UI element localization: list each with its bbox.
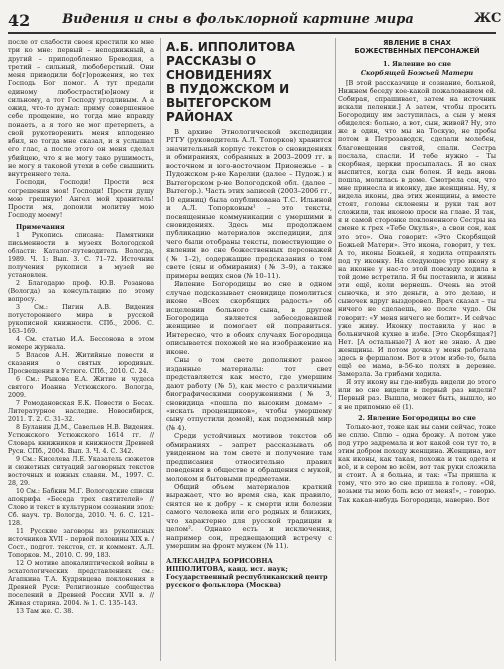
footnote: 1 Рукопись списана: Памятники письменности в музеях Вологодской области: Каталог-путеводитель Вологда, 1989. Ч. 1: Вып. 3. С. 71–72. Источник получения рукописи в музей не установлен. xyxy=(8,231,154,279)
body-paragraph: Среди устойчивых мотивов текстов об обмираниях – запрет рассказывать об увиденном на том свете и получение там предписания относительно правил поведения в обществе и обращения с мукой, молоком и бытовыми предметами. xyxy=(166,432,332,483)
footnote: 10 См.: Бабкин М.Г. Вологодские списки апокрифа «Беседа трех святителей» // Слово и текст в культурном сознании эпох: Сб. науч. тр. Вологда, 2010. Ч. 6. С. 121–128. xyxy=(8,487,154,527)
running-title: Видения и сны в фольклорной картине мира xyxy=(62,12,414,27)
footnote: 13 Там же. С. 38. xyxy=(16,607,74,615)
footnote: 3 См.: Пигин А.В. Видения потустороннего мира в русской рукописной книжности. СПб., 2006. С. 163–169. xyxy=(8,303,154,335)
body-paragraph: [В этой рассказчице и сознание, больной, Нижнем беседу кое-какой пожалованием ей. Собирая, спрашивает, затем на источник искали пеленки.] А затем, чтобы просить Богородицу им заступилась, а сын у меня обиделся: больно, а вот, сын, живой? Ну, это же в один, что мы на Тоскую, не пробы потом в Петрозаводск, сделали молебен, благовещения святой, спали. Сестра послала, спасли. И тебе нужно – Ты скорбная, церкви просыпалась. Я во снах выспится, когда сын болен. Я ведь вновь пошла, молилась в доме. Смотрела сон, что мне принесла и иконку, две женщины. Ну, я видела иконы, два этих женщины, а вместе стоят, головы склонены и руки так вот сложили, так иконою проси на главе. Я так, я и самой сторонке поклоненного Сестры на смене к грех «Тебе Окулья», а свои сон, как это это». Она говорит: «Это Скорбящей Божьей Матери». Это икона, говорит, у тех. А то, иконы Божьей, я ходила отправлять под ту иконку. На следующее утро икону я на иконне у нас-то этой повсюду ходила в той доме встретила. Я бы поставила, и живы эти ещё, коли вернешь. Очень на этой сыночка, и это деньги, а это делаю, и сыночек вдруг выздоровел. Врач сказал – ты ничего не сделаешь, но после чудо. Он говорит: «У меня ничего не болит». И сейчас уже живу. Иконку поставила у нас в больничной кухне в избе. [Это Скорбящая?] Нет. [А остальные?] А вот не знаю. А две женщины. И потом дочка у меня работала здесь в фершалом. Вот в этом избе-то, была ещё ее мама, в-56-ко полях в деревне. Замерзла. За грибами ходила. xyxy=(338,78,496,379)
body-paragraph: Общий объем материалов краткий выражает, что во время сна, как правило, снятся не к добру – к смерти или болезни самого человека или его родных и близких, что характерно для русской традиции в целом². Однако есть и исключения, например сон, предвещающий встречу с умершим на фронт мужем (№ 11). xyxy=(166,483,332,551)
footnote: 2 Благодарю проф. Ю.В. Розанова (Вологда) за консультацию по этому вопросу. xyxy=(8,279,154,303)
footnote: 8 Буланин Д.М., Савельев Н.В. Видения. Устюжского Устюжского 1614 гг. // Словарь книжников и книжности Древней Руси. СПб., 2004. Вып. 3. Ч. 4. С. 342. xyxy=(8,423,154,455)
footnote: 5 Власов А.Н. Житийные повести и сказания о святых юродивых. Просвещения в Устюге. СПб., 2010. С. 24. xyxy=(8,351,154,375)
body-paragraph: В архиве Этнологической экспедиции РГГУ (руководитель А.Л. Топорков) хранится значительный корпус текстов о сновидениях и обмираниях, собранных в 2003–2009 гг. в восточном и юго-восточном Прионежье – в Пудожском р-не Карелии (далее – Пудож.) и Вытегорском р-не Вологодской обл. (далее – Вытегор.). Часть этих записей (2003–2006 гг., 10 единиц) была опубликована Т.С. Ильиной и А.Л. Топорковым¹ – это тексты, посвященные коммуникации с умершими в сновидениях. Здесь мы продолжаем публикацию материалов экспедиции, для чего были отобраны тексты, повествующие о явлении во сне божественных персонажей (№ 1–2), содержащие предсказания о том свете (сны и обмирания) (№ 3–9), а также примеры вещих снов (№ 10–11). xyxy=(166,128,332,280)
body-paragraph: Явление Богородицы во сне в одном случае подсказывает сновидице помолиться иконе «Всех скорбящих радость» об исцелении больного сына, в другом Богородица является забеседовавшей женщине и помогает ей поправиться. Интересно, что в обоих случаях Богородица описывается похожей не на изображение на иконе. xyxy=(166,280,332,356)
body-paragraph: Господи, Господи! Прости вся согрешения моя! Господи! Прости душу мою грешную! Ангел мой хранитель! Прости мя, допоили молитву мою Господу моему! xyxy=(8,178,154,220)
article-title: А.Б. ИППОЛИТОВА РАССКАЗЫ О СНОВИДЕНИЯХ В ПУДОЖСКОМ И ВЫТЕГОРСКОМ РАЙОНАХ xyxy=(166,40,295,124)
running-header xyxy=(8,8,502,34)
left-column xyxy=(8,38,154,616)
notes-list xyxy=(8,232,154,616)
page-number: 42 xyxy=(8,11,31,30)
footnote: 7 Ромодановская Е.К. Повести о Бесах. Литературное наследие. Новосибирск, 2011. Т. 2. С. 31–32. xyxy=(8,399,154,423)
right-column xyxy=(338,38,496,504)
footnote: 11 Русские заговоры из рукописных источников XVII – первой половины XIX в. / Сост., подгот. текстов, ст. и коммент. А.Л. Топорков. М., 2010. С. 99, 183. xyxy=(8,527,154,559)
section-heading: ЯВЛЕНИЕ В СНАХ БОЖЕСТВЕННЫХ ПЕРСОНАЖЕЙ xyxy=(354,39,480,56)
subsection-heading: 2. Явление Богородицы во сне xyxy=(358,413,476,422)
footnote: 4 См. статью И.А. Бессонова в этом номере журнала. xyxy=(8,335,154,351)
column-divider xyxy=(335,38,336,661)
footnote: 12 О мотиве апокалиптической войны в эсхатологических представлениях см.: Агапкина Т.А. Кудрявцева поклонения в Древней Руси: Религиозные сообщества поселений в Древней России XVII в. // Живая старина. 2004. № 1. С. 135–143. xyxy=(8,559,154,607)
body-paragraph: после от слабости своея крестили ко мне три ко мне: первый – неподвижный, а другий – приподобленно Бреводия, а третий – сильный, любоберстный. Они меня приводили бо[г]орожения, но тех Господь Бог помог. А тут предали единому любострасти[ю]ному и сильному, а тот Господу угодливым. А а ожид, что-то думал: приму совершенное себе прощение, но тогда мне вправду понаеть, а я того не мог претерпеть, а свой рукотворенить меня вплоденно вбил, но тогда мне сказал, и я услышал его глас, а после этого он меня сделал убийцею, что я не могу тако рушимость, не могу я таковой утехи в себе свышнить внутреннего тела. xyxy=(8,38,154,178)
middle-column xyxy=(166,38,332,589)
subsection-heading: 1. Явление во сне xyxy=(383,59,451,68)
subsection-subtitle: Скорбящей Божьей Матери xyxy=(360,68,474,77)
footnote: 9 См.: Киселева Л.Е. Указатель сюжетов и сюжетных ситуаций заговорных текстов восточных и южных славян. М., 1997. С. 28, 29. xyxy=(8,455,154,487)
footnote: 6 См.: Рыкова Е.А. Житие и чудеса святого Иоанна Устюжского. Вологда, 2009. xyxy=(8,375,154,399)
body-paragraph: Я эту икону вы где-нибудь видели до этого или во сне видели в первый раз видели? Первый раз. Вышла, может быть, вышло, но я не припомню её (1). xyxy=(338,378,496,411)
body-paragraph: Только-вот, тоже как вы сами сейчас, тоже не сплю. Сплю – одна брожу. А потом уже под утро задремала и вот какой сон тут то, в этим добром походу женщина. Женщина, вот как иконы, как такая, похожа и так одета и всё, и в сером во всём, вот так руки сложила и стоит. А я больна, и так: «Ты пришла к тому, что это во сне пришла в голову. «Ой, возьми ты мою боль всю от меня!», – говорю. Так какая-нибудь Богородица, наверно. Вот xyxy=(338,422,496,504)
journal-logo: ЖС xyxy=(474,11,502,26)
notes-heading: Примечания xyxy=(16,222,65,231)
column-divider xyxy=(160,38,161,661)
author-note: АЛЕКСАНДРА БОРИСОВНА ИППОЛИТОВА, канд. ист. наук; Государственный республиканский центр русского фольклора (Москва) xyxy=(166,556,328,590)
body-paragraph: Сны о том свете дополняют ранее изданные материалы: тот свет представляется как место, где умершим дают работу (№ 5), как место с различными биографическими сооружениями (№ 3, сновидица «пошла по высоким домам» – «искать проценщиков», чтобы умершему сыну отпустили домой), как подземный мир (№ 4). xyxy=(166,356,332,432)
